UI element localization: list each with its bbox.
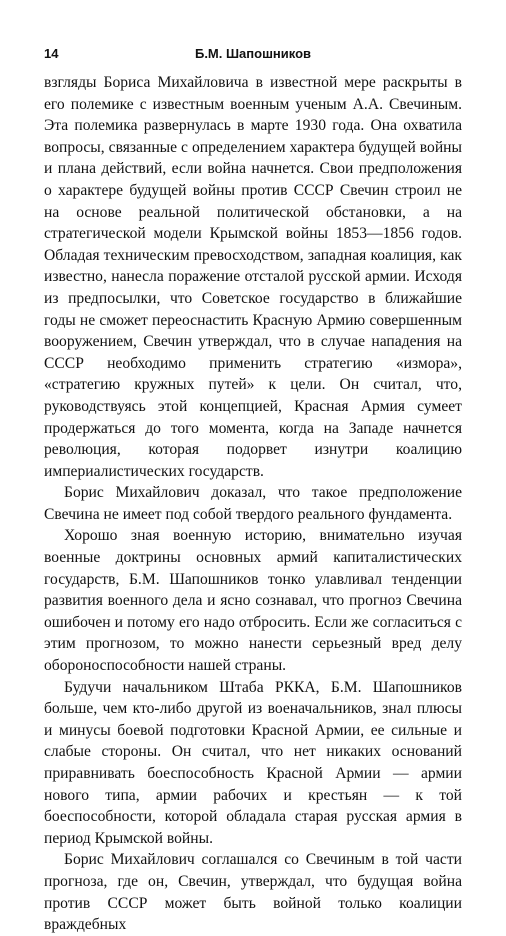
paragraph-2: Борис Михайлович доказал, что такое предположение Свечина не имеет под собой твердого реального фундамента. xyxy=(44,484,462,523)
running-header xyxy=(44,44,462,64)
paragraph-1: взгляды Бориса Михайловича в известной мере раскрыты в его полемике с известным военным ученым А.А. Свечиным. Эта полемика развернулась в марте 1930 года. Она охватила вопросы, связанные с определением характера будущей войны и плана действий, если война начнется. Свои предположения о характере будущей войны против СССР Свечин строил не на основе реальной политической обстановки, а на стратегической модели Крымской войны 1853—1856 годов. Обладая техническим превосходством, западная коалиция, как известно, нанесла поражение отсталой русской армии. Исходя из предпосылки, что Советское государство в ближайшие годы не сможет переоснастить Красную Армию совершенным вооружением, Свечин утверждал, что в случае нападения на СССР необходимо применить стратегию «измора», «стратегию кружных путей» к цели. Он считал, что, руководствуясь этой концепцией, Красная Армия сумеет продержаться до того момента, когда на Западе начнется революция, которая подорвет изнутри коалицию империалистических государств. xyxy=(44,74,462,480)
paragraph-4: Будучи начальником Штаба РККА, Б.М. Шапошников больше, чем кто-либо другой из военачальников, знал плюсы и минусы боевой подготовки Красной Армии, ее сильные и слабые стороны. Он считал, что нет никаких оснований приравнивать боеспособность Красной Армии — армии нового типа, армии рабочих и крестьян — к той боеспособности, которой обладала старая русская армия в период Крымской войны. xyxy=(44,678,462,847)
body-text xyxy=(44,72,462,936)
page-number: 14 xyxy=(44,46,59,61)
running-title: Б.М. Шапошников xyxy=(194,46,312,61)
paragraph-5: Борис Михайлович соглашался со Свечиным в той части прогноза, где он, Свечин, утверждал, что будущая война против СССР может быть войной только коалиции враждебных xyxy=(44,851,462,934)
paragraph-3: Хорошо зная военную историю, внимательно изучая военные доктрины основных армий капиталистических государств, Б.М. Шапошников тонко улавливал тенденции развития военного дела и ясно сознавал, что прогноз Свечина ошибочен и потому его надо отбросить. Если же согласиться с этим прогнозом, то можно нанести серьезный вред делу обороноспособности нашей страны. xyxy=(44,527,462,675)
